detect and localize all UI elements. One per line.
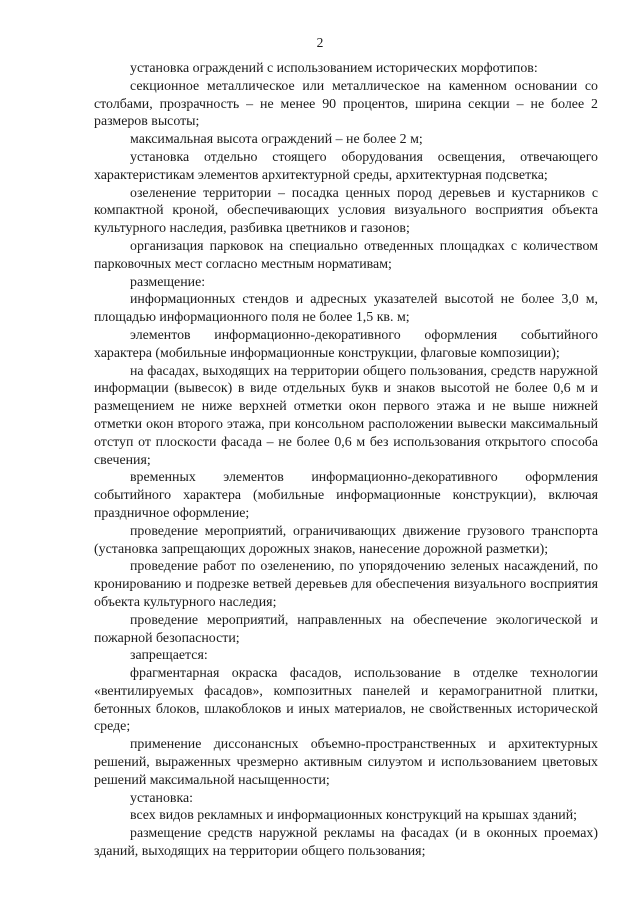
paragraph: проведение мероприятий, направленных на обеспечение экологической и пожарной безопасности; xyxy=(94,612,598,646)
paragraph: установка отдельно стоящего оборудования освещения, отвечающего характеристикам элементов архитектурной среды, архитектурная подсветка; xyxy=(94,149,598,183)
paragraph: размещение: xyxy=(130,274,206,290)
paragraph: всех видов рекламных и информационных конструкций на крышах зданий; xyxy=(130,808,577,824)
paragraph: организация парковок на специально отведенных площадках с количеством парковочных мест согласно местным нормативам; xyxy=(94,238,598,272)
paragraph: фрагментарная окраска фасадов, использование в отделке технологии «вентилируемых фасадов», композитных панелей и керамогранитной плитки, бетонных блоков, шлакоблоков и иных материалов, не свойственных исторической среде; xyxy=(94,666,598,735)
paragraph: применение диссонансных объемно-пространственных и архитектурных решений, выраженных чрезмерно активным силуэтом и использованием цветовых решений максимальной насыщенности; xyxy=(94,737,598,788)
paragraph: элементов информационно-декоративного оформления событийного характера (мобильные информационные конструкции, флаговые композиции); xyxy=(94,327,598,361)
paragraph: на фасадах, выходящих на территории общего пользования, средств наружной информации (вывесок) в виде отдельных букв и знаков высотой не более 0,6 м и размещением не ниже верхней отметки окон первого этажа и не выше нижней отметки окон второго этажа, при консольном расположении вывески максимальный отступ от плоскости фасада – не более 0,6 м без использования открытого способа свечения; xyxy=(94,363,598,468)
document-body xyxy=(94,60,598,861)
paragraph: запрещается: xyxy=(130,648,208,664)
paragraph: установка ограждений с использованием исторических морфотипов: xyxy=(130,61,538,76)
page-number: 2 xyxy=(316,35,324,50)
paragraph: проведение мероприятий, ограничивающих движение грузового транспорта (установка запрещающих дорожных знаков, нанесение дорожной разметки); xyxy=(94,523,598,557)
paragraph: секционное металлическое или металлическое на каменном основании со столбами, прозрачность – не менее 90 процентов, ширина секции – не более 2 размеров высоты; xyxy=(94,78,598,130)
paragraph: максимальная высота ограждений – не более 2 м; xyxy=(130,132,423,148)
paragraph: размещение средств наружной рекламы на фасадах (и в оконных проемах) зданий, выходящих на территории общего пользования; xyxy=(94,826,598,860)
paragraph: информационных стендов и адресных указателей высотой не более 3,0 м, площадью информационного поля не более 1,5 кв. м; xyxy=(94,292,598,326)
paragraph: проведение работ по озеленению, по упорядочению зеленых насаждений, по кронированию и подрезке ветвей деревьев для обеспечения визуального восприятия объекта культурного наследия; xyxy=(94,559,598,610)
paragraph: озеленение территории – посадка ценных пород деревьев и кустарников с компактной кроной, обеспечивающих условия визуального восприятия объекта культурного наследия, разбивка цветников и газонов; xyxy=(94,185,598,237)
paragraph: временных элементов информационно-декоративного оформления событийного характера (мобильные информационные конструкции), включая праздничное оформление; xyxy=(94,470,598,521)
paragraph: установка: xyxy=(130,790,194,806)
